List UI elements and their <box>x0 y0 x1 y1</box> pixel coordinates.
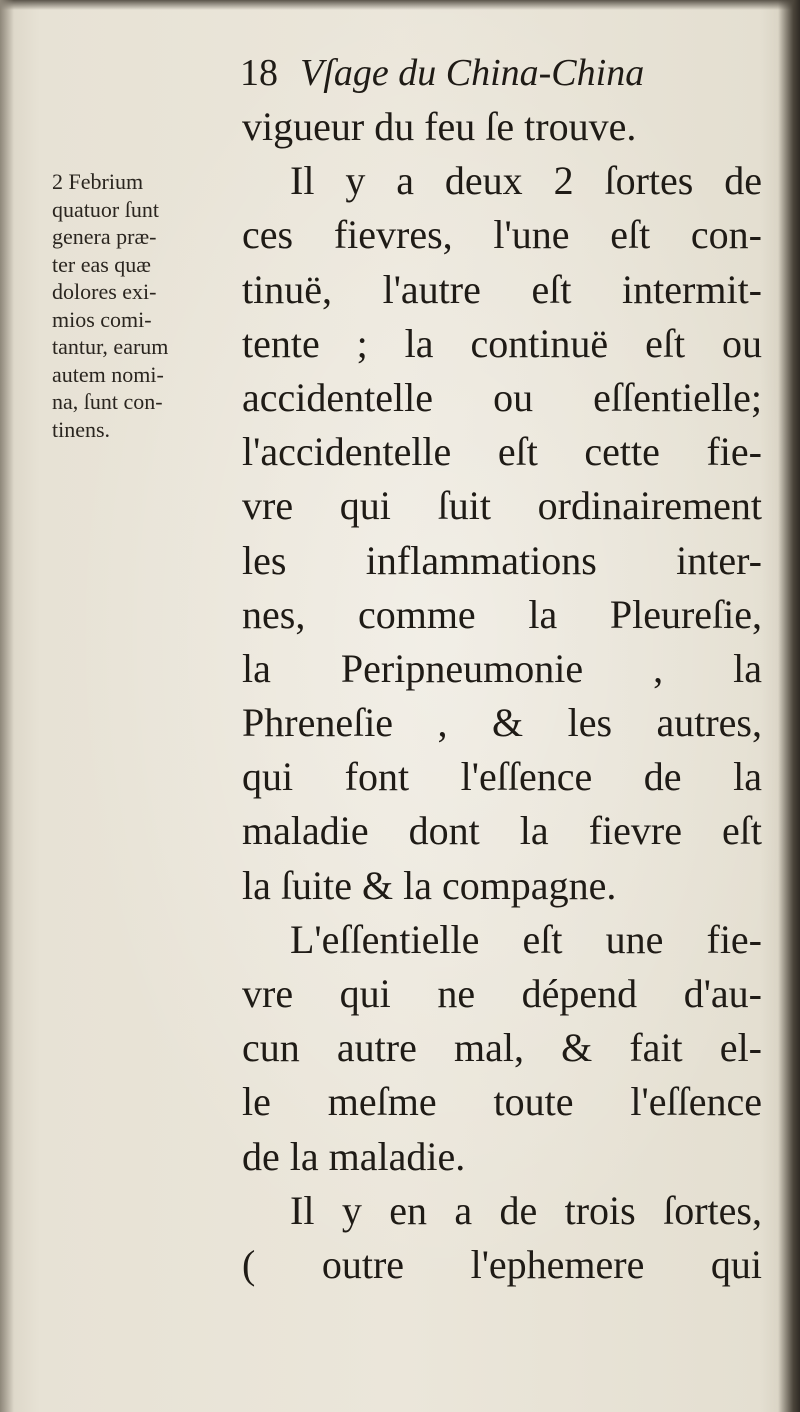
margin-note-line: quatuor ſunt <box>52 196 159 222</box>
page-top-edge <box>0 0 800 10</box>
text-line: L'eſſentielle eſt une fie- <box>290 916 762 962</box>
text-line: ( outre l'ephemere qui <box>242 1241 762 1287</box>
text-line: tinuë, l'autre eſt intermit- <box>242 266 762 312</box>
text-line: les inflammations inter- <box>242 537 762 583</box>
margin-note-line: dolores exi- <box>52 279 157 304</box>
running-title: Vſage du China-China <box>300 52 645 94</box>
page-gutter-shadow <box>0 0 14 1412</box>
text-line: accidentelle ou eſſentielle; <box>242 374 762 420</box>
text-line: ces fievres, l'une eſt con- <box>242 212 762 258</box>
text-line: Il y en a de trois ſortes, <box>290 1187 762 1233</box>
margin-note-line: na, ſunt con- <box>52 389 163 414</box>
text-line: vre qui ne dépend d'au- <box>242 971 762 1016</box>
text-line: la ſuite & la compagne. <box>242 862 617 908</box>
margin-note-line: genera præ- <box>52 224 157 249</box>
margin-note-line: 2 Febrium <box>52 169 144 194</box>
margin-note-line: ter eas quæ <box>52 251 151 277</box>
text-line: de la maladie. <box>242 1133 466 1179</box>
text-line: le meſme toute l'eſſence <box>242 1079 762 1125</box>
text-line: nes, comme la Pleureſie, <box>242 591 762 637</box>
text-line: Il y a deux 2 ſortes de <box>290 158 762 204</box>
marginal-note <box>52 168 238 443</box>
text-line: tente ; la continuë eſt ou <box>242 320 762 366</box>
text-line: vre qui ſuit ordinairement <box>242 483 762 529</box>
text-line: maladie dont la fievre eſt <box>242 808 762 854</box>
text-line: la Peripneumonie , la <box>242 645 762 691</box>
text-line: l'accidentelle eſt cette fie- <box>242 429 762 475</box>
main-text-block <box>242 100 762 1292</box>
margin-note-line: mios comi- <box>52 306 152 332</box>
page-edge-shadow <box>778 0 800 1412</box>
margin-note-line: tinens. <box>52 416 111 442</box>
text-line: qui font l'eſſence de la <box>242 754 762 800</box>
margin-note-line: tantur, earum <box>52 334 169 359</box>
text-line: cun autre mal, & fait el- <box>242 1025 762 1071</box>
page-number: 18 <box>240 52 278 94</box>
running-header <box>240 48 644 97</box>
margin-note-line: autem nomi- <box>52 361 164 387</box>
text-line: Phreneſie , & les autres, <box>242 700 762 746</box>
text-line: vigueur du feu ſe trouve. <box>242 104 637 149</box>
